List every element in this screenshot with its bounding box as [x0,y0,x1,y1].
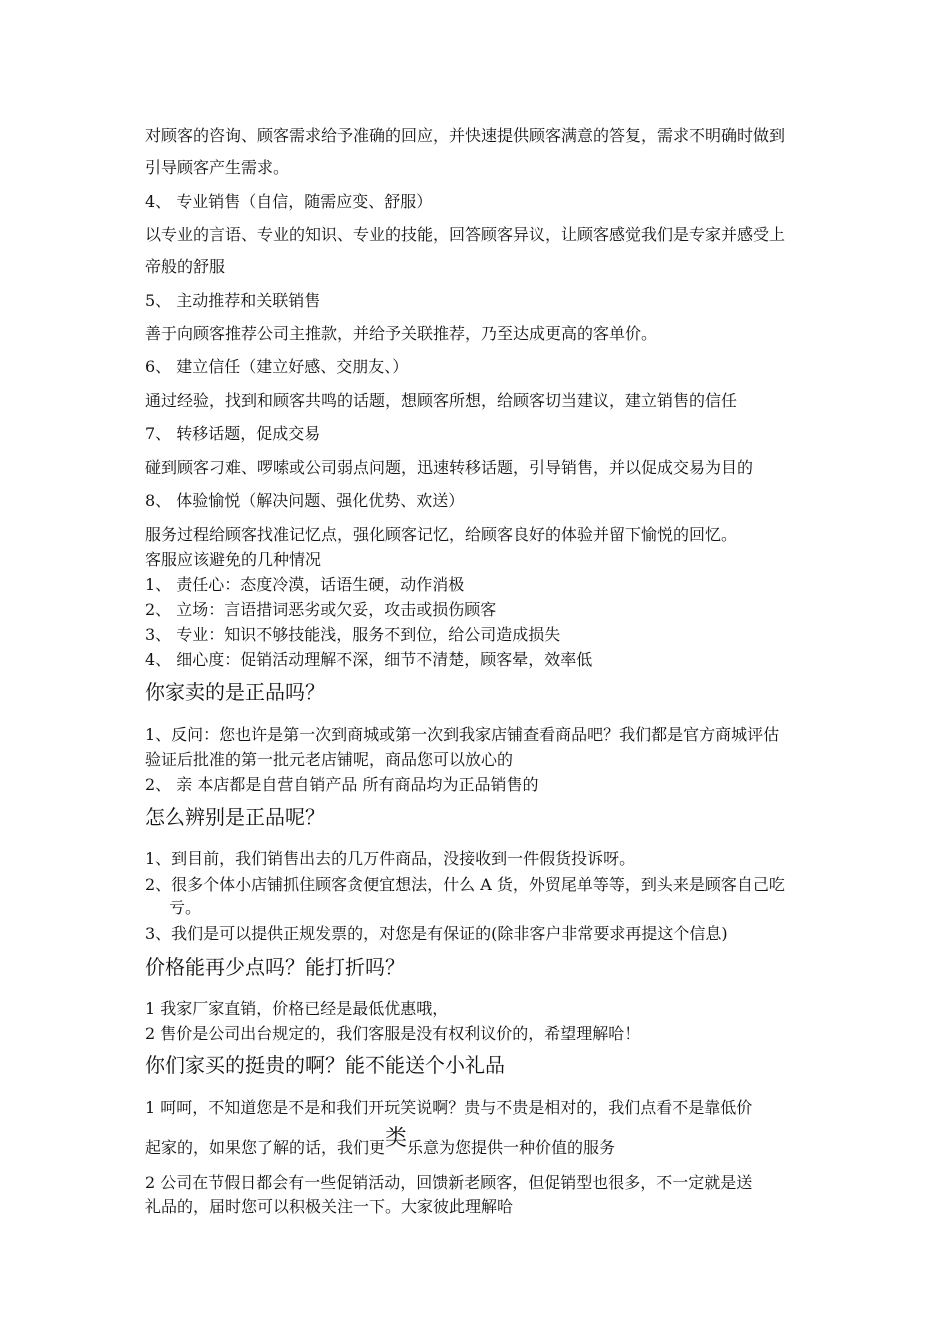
q4-line-2-part-c: 乐意为您提供一种价值的服务 [407,1138,616,1157]
avoid-item-1: 1、 责任心：态度冷漠，话语生硬，动作消极 [145,575,465,594]
para-service-line1: 对顾客的咨询、顾客需求给予准确的回应，并快速提供顾客满意的答复，需求不明确时做到 [145,126,786,145]
q3-line-2: 2 售价是公司出台规定的，我们客服是没有权利议价的，希望理解哈！ [145,1024,641,1043]
para-service-line2: 引导顾客产生需求。 [145,158,290,177]
q1-line-1: 1、反问：您也许是第一次到商城或第一次到我家店铺查看商品吧？我们都是官方商城评估 [145,725,780,744]
item5-text-line1: 善于向顾客推荐公司主推款，并给予关联推荐，乃至达成更高的客单价。 [145,324,658,343]
q2-title: 怎么辨别是正品呢？ [145,805,325,829]
q1-line-2: 验证后批准的第一批元老店铺呢，商品您可以放心的 [145,750,514,769]
item5-heading: 5、 主动推荐和关联销售 [145,291,321,310]
avoid-item-3: 3、 专业：知识不够技能浅，服务不到位，给公司造成损失 [145,625,561,644]
q4-line-3: 2 公司在节假日都会有一些促销活动，回馈新老顾客，但促销型也很多，不一定就是送 [145,1173,753,1192]
q1-line-3: 2、 亲 本店都是自营自销产品 所有商品均为正品销售的 [145,775,539,794]
item6-heading: 6、 建立信任（建立好感、交朋友、） [145,357,409,376]
item8-text-line1: 服务过程给顾客找准记忆点，强化顾客记忆，给顾客良好的体验并留下愉悦的回忆。 [145,525,738,544]
q4-line-2 [145,1126,616,1158]
q4-line-2-part-a: 起家的，如果您了解的话，我们更 [145,1138,386,1157]
avoid-item-2: 2、 立场：言语措词恶劣或欠妥，攻击或损伤顾客 [145,600,497,619]
q3-line-1: 1 我家厂家直销，价格已经是最低优惠哦， [145,999,449,1018]
q4-line-4: 礼品的，届时您可以积极关注一下。大家彼此理解哈 [145,1197,514,1216]
q2-line-1: 1、到目前，我们销售出去的几万件商品，没接收到一件假货投诉呀。 [145,849,636,868]
item8-heading: 8、 体验愉悦（解决问题、强化优势、欢送） [145,491,465,510]
q2-line-2: 2、很多个体小店铺抓住顾客贪便宜想法，什么 A 货，外贸尾单等等，到头来是顾客自己吃 [145,875,785,894]
avoid-item-4: 4、 细心度：促销活动理解不深，细节不清楚，顾客晕，效率低 [145,650,593,669]
item6-text-line1: 通过经验，找到和顾客共鸣的话题，想顾客所想，给顾客切当建议，建立销售的信任 [145,391,738,410]
item4-text-line1: 以专业的言语、专业的知识、专业的技能，回答顾客异议，让顾客感觉我们是专家并感受上 [145,225,786,244]
q4-line-2-stray-char: 类 [385,1126,408,1151]
item7-heading: 7、 转移话题，促成交易 [145,424,321,443]
q1-title: 你家卖的是正品吗？ [145,680,325,704]
q3-title: 价格能再少点吗？能打折吗？ [145,955,405,979]
avoid-title: 客服应该避免的几种情况 [145,550,322,569]
q2-line-3: 亏。 [169,898,202,917]
q2-line-4: 3、我们是可以提供正规发票的，对您是有保证的(除非客户非常要求再提这个信息) [145,924,728,943]
item7-text-line1: 碰到顾客刁难、啰嗦或公司弱点问题，迅速转移话题，引导销售，并以促成交易为目的 [145,458,754,477]
item4-text-line2: 帝般的舒服 [145,257,226,276]
item4-heading: 4、 专业销售（自信，随需应变、舒服） [145,192,433,211]
q4-line-1: 1 呵呵，不知道您是不是和我们开玩笑说啊？贵与不贵是相对的，我们点看不是靠低价 [145,1098,753,1117]
q4-title: 你们家买的挺贵的啊？能不能送个小礼品 [145,1053,505,1077]
